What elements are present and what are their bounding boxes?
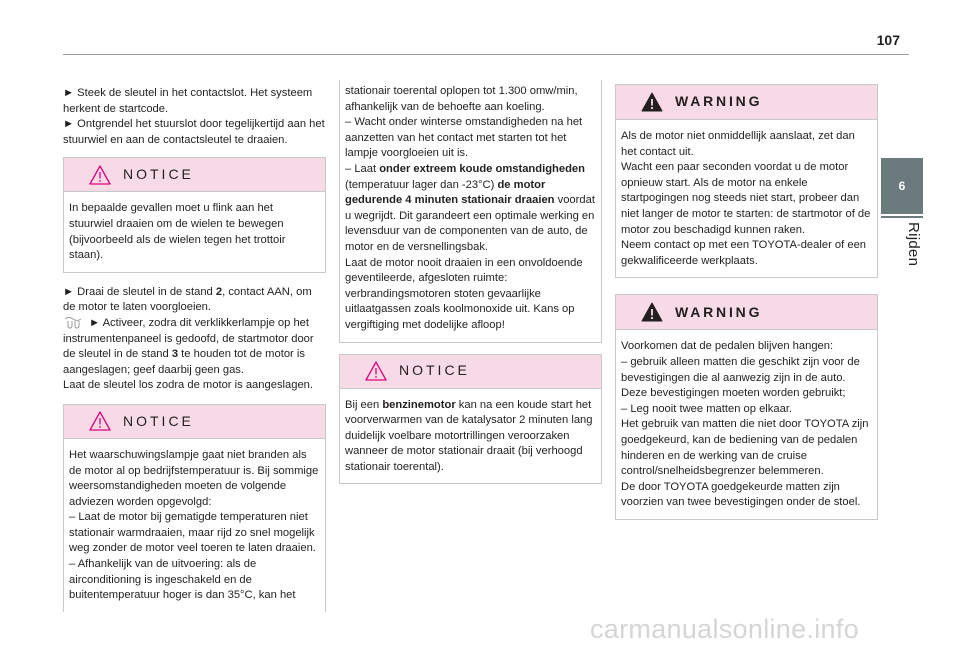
- notice-header: [340, 355, 601, 389]
- chapter-tab-underline: [881, 216, 923, 218]
- column-2: [339, 80, 602, 484]
- warning-body: Als de motor niet onmiddellijk aanslaat, zet dan het contact uit. Wacht een paar seconden voordat u de motor opnieuw start. Als de motor na enkele startpogingen nog steeds niet start, probeer dan niet langer de motor te starten: de startmotor of de motor zou beschadigd kunnen raken. Neem contact op met een TOYOTA-dealer of een gekwalificeerde werkplaats.: [621, 130, 871, 267]
- warning-title: WARNING: [675, 303, 763, 320]
- notice-header: [64, 405, 325, 439]
- glow-plug-lamp-icon: [63, 316, 85, 330]
- page-number: 107: [876, 32, 900, 48]
- notice-text: Laat de motor nooit draaien in een onvoldoende geventileerde, afgesloten ruimte: verbrandingsmotoren stoten gevaarlijke uitlaatgassen zoals koolmonoxide uit. Kans op vergiftiging met dodelijke afloop!: [345, 256, 583, 331]
- paragraph: ► Draai de sleutel in de stand 2, contact AAN, om de motor te laten voorgloeien.: [63, 285, 312, 314]
- notice-continuation: [339, 80, 602, 343]
- paragraph: ► Activeer, zodra dit verklikkerlampje op het instrumentenpaneel is gedoofd, de startmotor door de sleutel in de stand 3 te houden tot de motor is aangeslagen; geef daarbij geen gas.: [63, 316, 314, 376]
- notice-text: – Laat de motor bij gematigde temperaturen niet stationair warmdraaien, maar rijd zo snel mogelijk weg zonder de motor veel toeren te laten draaien.: [69, 511, 316, 555]
- warning-triangle-icon: [641, 302, 663, 322]
- column-1: [63, 86, 326, 612]
- notice-text: – Laat onder extreem koude omstandigheden (temperatuur lager dan -23°C) de motor gedurende 4 minuten stationair draaien voordat u wegrijdt. Dit garandeert een optimale werking en levensduur van de componenten van de auto, de motor en de versnellingsbak.: [345, 162, 595, 253]
- notice-title: NOTICE: [399, 362, 470, 379]
- column-3: [615, 84, 878, 520]
- warning-triangle-icon: [89, 411, 111, 431]
- notice-body: [64, 192, 325, 271]
- warning-header: [616, 85, 877, 120]
- warning-triangle-icon: [641, 92, 663, 112]
- notice-box: [339, 354, 602, 485]
- chapter-tab[interactable]: 6: [881, 158, 923, 214]
- paragraph: ► Steek de sleutel in het contactslot. Het systeem herkent de startcode.: [63, 87, 313, 115]
- warning-body: Voorkomen dat de pedalen blijven hangen: – gebruik alleen matten die geschikt zijn voor de bevestigingen die al aanwezig zijn in de auto. Deze bevestigingen moeten worden gebruikt; – Leg nooit twee matten op elkaar. Het gebruik van matten die niet door TOYOTA zijn goedgekeurd, kan de bediening van de pedalen hinderen en de werking van de cruise control/snelheidsbegrenzer belemmeren. De door TOYOTA goedgekeurde matten zijn voorzien van twee bevestigingen onder de stoel.: [621, 340, 869, 509]
- paragraph: Laat de sleutel los zodra de motor is aangeslagen.: [63, 379, 314, 392]
- notice-box: [63, 157, 326, 272]
- notice-box: [63, 404, 326, 612]
- warning-box: [615, 84, 878, 278]
- notice-text: Bij een benzinemotor kan na een koude start het voorverwarmen van de katalysator 2 minuten lang duidelijk voelbare motortrillingen veroorzaken wanneer de motor stationair draait (bij verhoogd stationair toerental).: [345, 398, 593, 473]
- notice-title: NOTICE: [123, 166, 194, 183]
- notice-text: In bepaalde gevallen moet u flink aan het stuurwiel draaien om de wielen te bewegen (bijvoorbeeld als de wielen tegen het trottoir staan).: [69, 202, 286, 262]
- notice-text: – Afhankelijk van de uitvoering: als de airconditioning is ingeschakeld en de buitentemperatuur hoger is dan 35°C, kan het: [69, 558, 296, 602]
- warning-box: [615, 294, 878, 520]
- warning-title: WARNING: [675, 93, 763, 110]
- warning-triangle-icon: [89, 165, 111, 185]
- watermark: carmanualsonline.info: [590, 614, 859, 644]
- notice-title: NOTICE: [123, 412, 194, 429]
- top-rule: [63, 54, 909, 55]
- warning-triangle-icon: [365, 361, 387, 381]
- notice-text: stationair toerental oplopen tot 1.300 omw/min, afhankelijk van de behoefte aan koeling.: [345, 85, 578, 113]
- notice-body: [340, 389, 601, 484]
- warning-header: [616, 295, 877, 330]
- chapter-title: Rijden: [905, 222, 922, 267]
- notice-body: [64, 439, 325, 612]
- paragraph: ► Ontgrendel het stuurslot door tegelijkertijd aan het stuurwiel en aan de contactsleutel te draaien.: [63, 118, 325, 146]
- notice-header: [64, 158, 325, 192]
- notice-text: – Wacht onder winterse omstandigheden na het aanzetten van het contact met starten tot het lampje voorgloeien uit is.: [345, 116, 583, 160]
- notice-text: Het waarschuwingslampje gaat niet branden als de motor al op bedrijfstemperatuur is. Bij sommige weersomstandigheden moeten de volgende adviezen worden opgevolgd:: [69, 448, 319, 508]
